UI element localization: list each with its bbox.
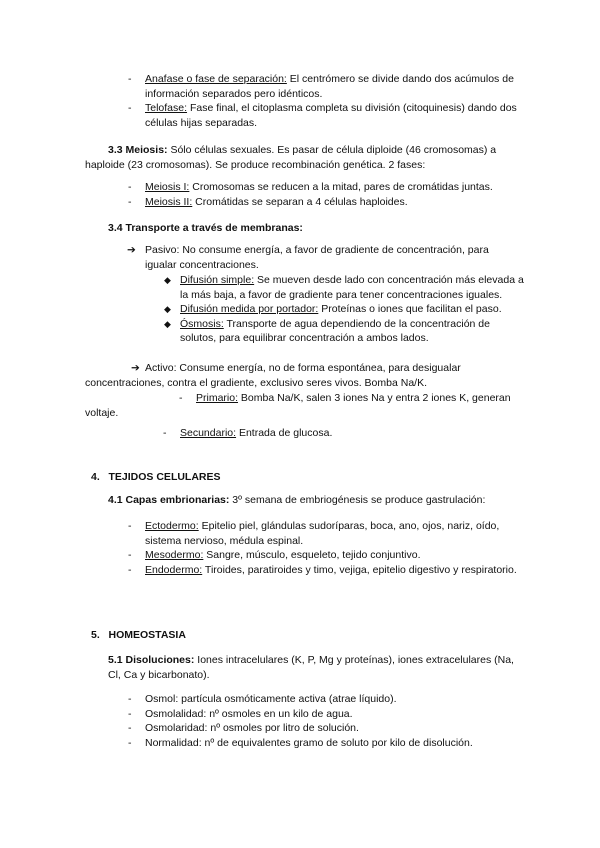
definition: Bomba Na/K, salen 3 iones Na y entra 2 iones K, generan voltaje. bbox=[85, 392, 511, 419]
dash-bullet: - bbox=[128, 520, 132, 532]
section-title: 4.1 Capas embrionarias: bbox=[108, 494, 230, 506]
list-item bbox=[128, 101, 525, 130]
pasivo-text: Pasivo: No consume energía, a favor de gradiente de concentración, para igualar concentraciones. bbox=[145, 244, 489, 271]
section-title: 5.1 Disoluciones: bbox=[108, 654, 195, 666]
list-item bbox=[85, 391, 525, 420]
definition: Osmol: partícula osmóticamente activa (atrae líquido). bbox=[145, 693, 397, 705]
term: Telofase: bbox=[145, 102, 188, 114]
list-item bbox=[128, 721, 530, 736]
dash-bullet: - bbox=[163, 427, 167, 439]
arrow-icon: ➔ bbox=[131, 362, 140, 374]
dash-bullet: - bbox=[128, 195, 132, 208]
list-item bbox=[164, 273, 525, 302]
definition: Normalidad: nº de equivalentes gramo de soluto por kilo de disolución. bbox=[145, 736, 473, 749]
term: Primario: bbox=[196, 392, 239, 404]
list-item bbox=[128, 72, 525, 101]
arrow-icon: ➔ bbox=[127, 244, 136, 256]
list-item bbox=[164, 317, 525, 346]
activo-item bbox=[85, 361, 525, 390]
term: Difusión medida por portador: bbox=[180, 303, 319, 315]
list-item bbox=[128, 707, 530, 722]
diamond-bullet-icon: ◆ bbox=[164, 275, 171, 285]
homeostasia-subsection bbox=[108, 653, 528, 682]
definition: Entrada de glucosa. bbox=[236, 427, 333, 439]
meiosis-paragraph bbox=[85, 143, 525, 172]
activo-list bbox=[85, 391, 525, 441]
dash-bullet: - bbox=[128, 707, 132, 720]
term: Meiosis I: bbox=[145, 181, 190, 193]
dash-bullet: - bbox=[128, 181, 132, 193]
term: Mesodermo: bbox=[145, 549, 204, 561]
dash-bullet: - bbox=[128, 693, 132, 705]
definition: Tiroides, paratiroides y timo, vejiga, epitelio digestivo y respiratorio. bbox=[202, 563, 517, 576]
activo-text: Activo: Consume energía, no de forma espontánea, para desigualar concentraciones, contra el gradiente, exclusivo seres vivos. Bomba Na/K. bbox=[85, 362, 461, 389]
chapter-heading: 4. TEJIDOS CELULARES bbox=[91, 471, 221, 483]
chapter-heading: 5. HOMEOSTASIA bbox=[91, 629, 186, 641]
diamond-bullet-icon: ◆ bbox=[164, 304, 171, 314]
paragraph-text: Iones intracelulares (K, P, Mg y proteínas), iones extracelulares (Na, Cl, Ca y bicarbonato). bbox=[108, 654, 514, 681]
definition: Epitelio piel, glándulas sudoríparas, boca, ano, ojos, nariz, oído, sistema nervioso, médula espinal. bbox=[145, 520, 500, 547]
definition: Fase final, el citoplasma completa su división (citoquinesis) dando dos células hijas separadas. bbox=[145, 102, 517, 129]
dash-bullet: - bbox=[179, 392, 183, 404]
list-item bbox=[164, 302, 525, 317]
list-item bbox=[128, 195, 525, 210]
term: Anafase o fase de separación: bbox=[145, 73, 287, 85]
tejidos-list bbox=[128, 519, 530, 577]
list-item bbox=[128, 180, 525, 195]
definition: Transporte de agua dependiendo de la concentración de solutos, para equilibrar concentración a ambos lados. bbox=[180, 317, 490, 344]
section-title: 3.3 Meiosis: bbox=[108, 144, 168, 156]
term: Ectodermo: bbox=[145, 520, 199, 532]
homeostasia-list bbox=[128, 692, 530, 750]
dash-bullet: - bbox=[128, 736, 132, 749]
paragraph-text: 3º semana de embriogénesis se produce gastrulación: bbox=[229, 494, 486, 506]
definition: Osmolalidad: nº osmoles en un kilo de agua. bbox=[145, 707, 353, 720]
list-item bbox=[85, 426, 525, 441]
definition: Cromátidas se separan a 4 células haploides. bbox=[192, 195, 408, 208]
term: Ósmosis: bbox=[180, 317, 224, 330]
definition: Proteínas o iones que facilitan el paso. bbox=[318, 303, 502, 315]
section-title: 3.4 Transporte a través de membranas: bbox=[108, 222, 303, 234]
list-item bbox=[128, 563, 530, 578]
dash-bullet: - bbox=[128, 549, 132, 561]
term: Endodermo: bbox=[145, 563, 203, 576]
dash-bullet: - bbox=[128, 73, 132, 85]
definition: Se mueven desde lado con concentración más elevada a la más baja, a favor de gradiente para tener concentraciones iguales. bbox=[180, 274, 524, 301]
term: Meiosis II: bbox=[145, 195, 193, 208]
definition: Cromosomas se reducen a la mitad, pares de cromátidas juntas. bbox=[189, 181, 493, 193]
definition: El centrómero se divide dando dos acúmulos de información separados pero idénticos. bbox=[145, 73, 514, 100]
list-item bbox=[128, 548, 530, 563]
fase-list bbox=[128, 72, 525, 130]
dash-bullet: - bbox=[128, 563, 132, 576]
pasivo-list bbox=[164, 273, 525, 346]
dash-bullet: - bbox=[128, 102, 132, 114]
term: Difusión simple: bbox=[180, 274, 255, 286]
term: Secundario: bbox=[180, 427, 237, 439]
meiosis-list bbox=[128, 180, 525, 209]
tejidos-subsection bbox=[108, 493, 528, 508]
pasivo-item bbox=[127, 243, 515, 272]
list-item bbox=[128, 736, 530, 751]
list-item bbox=[128, 692, 530, 707]
diamond-bullet-icon: ◆ bbox=[164, 318, 171, 329]
paragraph-text: Sólo células sexuales. Es pasar de célula diploide (46 cromosomas) a haploide (23 cromosomas). Se produce recombinación genética. 2 fases: bbox=[85, 144, 497, 171]
dash-bullet: - bbox=[128, 722, 132, 734]
definition: Sangre, músculo, esqueleto, tejido conjuntivo. bbox=[203, 549, 421, 561]
definition: Osmolaridad: nº osmoles por litro de solución. bbox=[145, 722, 359, 734]
list-item bbox=[128, 519, 530, 548]
